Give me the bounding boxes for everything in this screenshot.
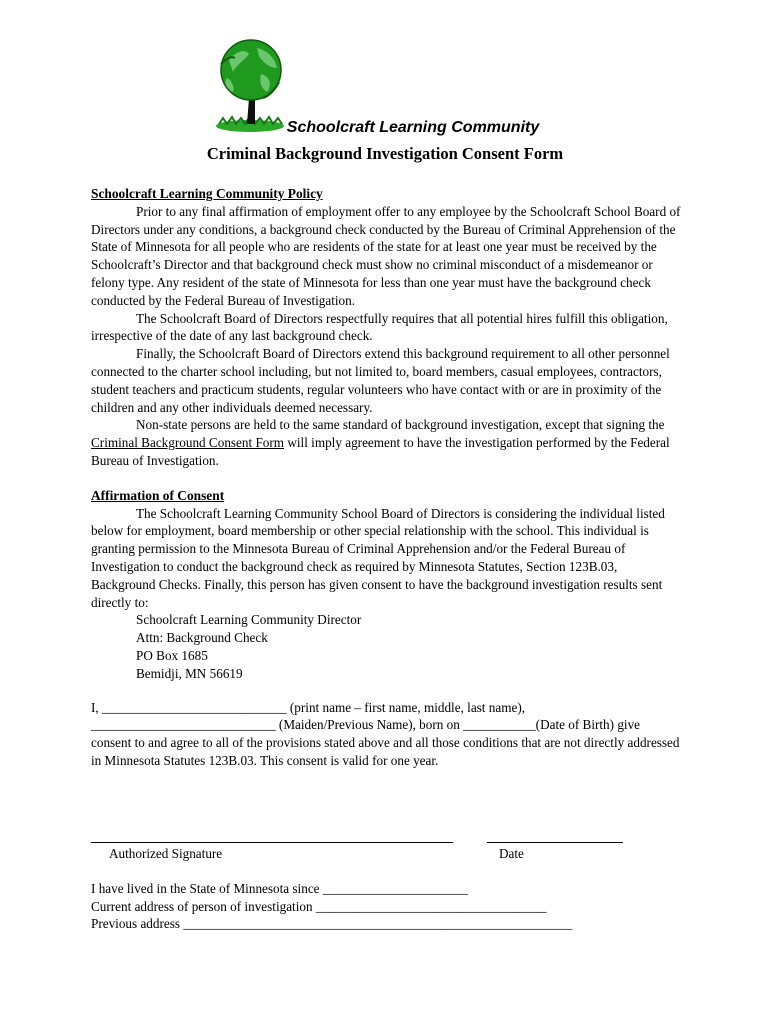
policy-p4-after: will imply agreement to have the investigation performed by the Federal Bureau of Investigation. bbox=[91, 435, 670, 468]
address-line-4: Bemidji, MN 56619 bbox=[136, 665, 243, 681]
policy-paragraph-3: Finally, the Schoolcraft Board of Directors extend this background requirement to all other personnel connected to the charter school including, but not limited to, board members, casual employees, contractors, student teachers and practicum students, regular volunteers who have contact with or are in proximity of the children and any other individuals deemed necessary. bbox=[91, 346, 670, 415]
address-line-3: PO Box 1685 bbox=[136, 647, 208, 663]
consent-form-link-text: Criminal Background Consent Form bbox=[91, 435, 285, 451]
lived-since-field[interactable]: I have lived in the State of Minnesota since ______________________ bbox=[91, 881, 468, 896]
date-line[interactable] bbox=[487, 842, 623, 843]
affirmation-paragraph: The Schoolcraft Learning Community School Board of Directors is considering the individual listed below for employment, board membership or other special relationship with the school. This individual is granting permission to the Minnesota Bureau of Criminal Apprehension and/or the Federal Bureau of Investigation to conduct the background check as required by Minnesota Statutes, Section 123B.03, Background Checks. Finally, this person has given consent to have the background investigation results sent directly to: bbox=[91, 505, 665, 610]
org-name: Schoolcraft Learning Community bbox=[286, 119, 540, 136]
policy-paragraph-4 bbox=[91, 416, 681, 469]
policy-paragraph-2: The Schoolcraft Board of Directors respectfully requires that all potential hires fulfill this obligation, irrespective of the date of any last background check. bbox=[91, 310, 668, 344]
signature-label: Authorized Signature bbox=[109, 846, 223, 861]
policy-heading: Schoolcraft Learning Community Policy bbox=[91, 186, 323, 201]
form-title: Criminal Background Investigation Consent Form bbox=[206, 144, 564, 163]
policy-p4-before: Non-state persons are held to the same standard of background investigation, except that signing the bbox=[136, 417, 665, 433]
affirmation-heading: Affirmation of Consent bbox=[91, 487, 225, 503]
address-line-2: Attn: Background Check bbox=[136, 630, 268, 646]
consent-statement[interactable]: I, ____________________________ (print name – first name, middle, last name), ____________________________ (Maiden/Previous Name), born on ___________(Date of Birth) give consent to and agree to all of the provisions stated above and all those conditions that are not directly addressed in Minnesota Statutes 123B.03. This consent is valid for one year. bbox=[91, 699, 680, 768]
form-body bbox=[91, 185, 681, 770]
policy-paragraph-1: Prior to any final affirmation of employment offer to any employee by the Schoolcraft School Board of Directors under any conditions, a background check conducted by the Bureau of Criminal Apprehension of the State of Minnesota for all people who are residents of the state for at least one year must be received by the Schoolcraft’s Director and that background check must show no criminal misconduct of a misdemeanor or felony type. Any resident of the state of Minnesota for less than one year must have the background check conducted by the Federal Bureau of Investigation. bbox=[91, 203, 681, 308]
current-address-field[interactable]: Current address of person of investigation ___________________________________ bbox=[91, 898, 547, 914]
address-line-1: Schoolcraft Learning Community Director bbox=[136, 612, 362, 628]
residence-section bbox=[91, 880, 572, 933]
signature-line[interactable] bbox=[91, 842, 453, 843]
date-label: Date bbox=[499, 846, 524, 861]
previous-address-field[interactable]: Previous address ___________________________________________________________ bbox=[91, 916, 573, 931]
